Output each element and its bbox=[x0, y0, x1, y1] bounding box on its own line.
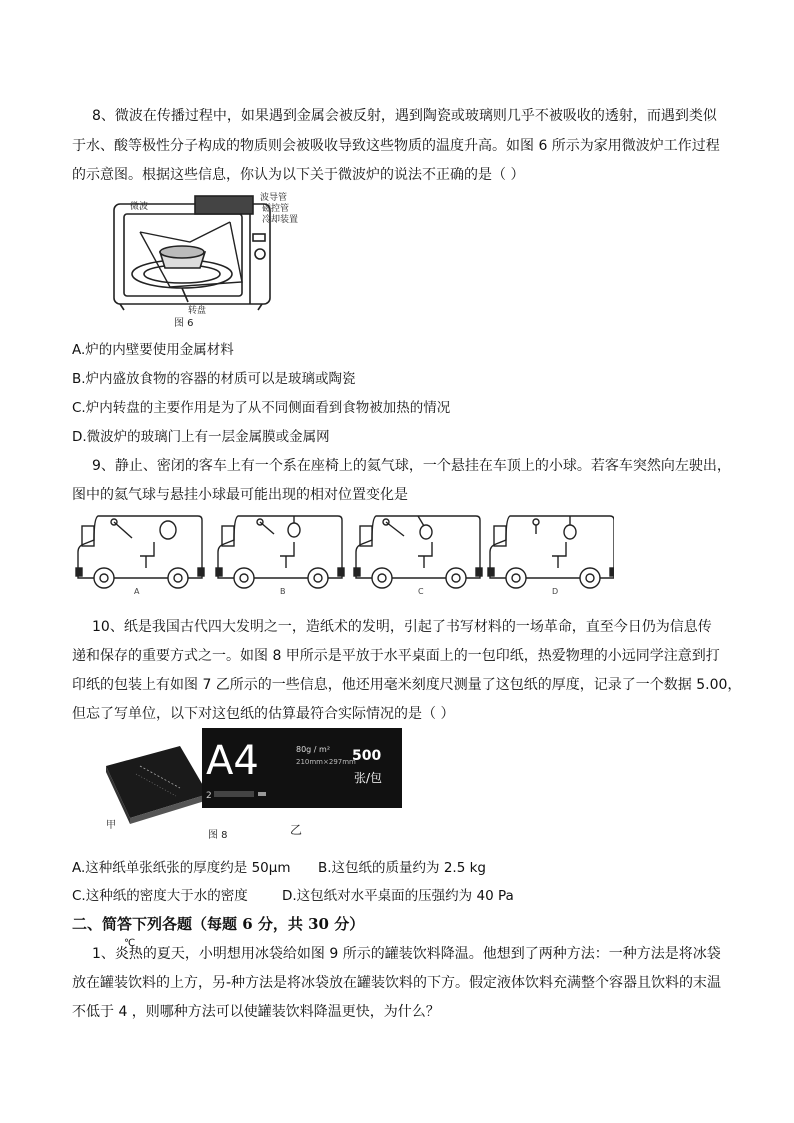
paper-pack-figure bbox=[100, 726, 404, 840]
q8-text-line-2: 于水、酸等极性分子构成的物质则会被吸收导致这些物质的温度升高。如图 6 所示为家用微波炉工作过程 bbox=[72, 138, 720, 154]
label-turntable: 转盘 bbox=[188, 306, 207, 316]
q10-option-d[interactable]: D.这包纸对水平桌面的压强约为 40 Pa bbox=[282, 888, 514, 904]
microwave-figure bbox=[110, 192, 320, 330]
q8-option-c[interactable]: C.炉内转盘的主要作用是为了从不同侧面看到食物被加热的情况 bbox=[72, 400, 451, 416]
q9-text-line-2: 图中的氦气球与悬挂小球最可能出现的相对位置变化是 bbox=[72, 487, 408, 503]
s2-q1-line-2: 放在罐装饮料的上方，另-种方法是将冰袋放在罐装饮料的下方。假定液体饮料充满整个容器且饮料的末温 bbox=[72, 975, 722, 991]
q10-text-line-1: 10、纸是我国古代四大发明之一，造纸术的发明，引起了书写材料的一场革命，直至今日仍为信息传 bbox=[92, 619, 712, 635]
q10-text-line-2: 递和保存的重要方式之一。如图 8 甲所示是平放于水平桌面上的一包印纸，热爱物理的小远同学注意到打 bbox=[72, 648, 720, 664]
celsius-mark: ℃ bbox=[124, 938, 136, 949]
label-spec-weight: 80g / m² bbox=[296, 745, 331, 754]
bus-label-c: C bbox=[418, 587, 424, 596]
bus-label-b: B bbox=[280, 587, 286, 596]
section-2-heading: 二、简答下列各题（每题 6 分，共 30 分） bbox=[72, 915, 365, 933]
caption-jia: 甲 bbox=[106, 820, 116, 831]
paper-label-yi bbox=[202, 728, 402, 808]
bus-c-icon bbox=[354, 516, 482, 588]
label-a4: A4 bbox=[206, 738, 259, 784]
caption-yi: 乙 bbox=[290, 823, 303, 837]
bus-label-a: A bbox=[134, 587, 140, 596]
figure-6-caption: 图 6 bbox=[174, 318, 194, 329]
q10-option-c[interactable]: C.这种纸的密度大于水的密度 bbox=[72, 888, 248, 904]
q9-text-line-1: 9、静止、密闭的客车上有一个系在座椅上的氦气球，一个悬挂在车顶上的小球。若客车突然向左驶出， bbox=[92, 458, 731, 474]
q8-option-a[interactable]: A.炉的内壁要使用金属材料 bbox=[72, 342, 234, 358]
q10-option-a[interactable]: A.这种纸单张纸张的厚度约是 50μm bbox=[72, 860, 291, 876]
label-spec-size: 210mm×297mm bbox=[296, 758, 356, 766]
label-count: 500 bbox=[352, 748, 382, 764]
q8-text-line-3: 的示意图。根据这些信息，你认为以下关于微波炉的说法不正确的是（ ） bbox=[72, 167, 525, 183]
s2-q1-line-3: 不低于 4 ，则哪种方法可以使罐装饮料降温更快，为什么？ bbox=[72, 1004, 440, 1020]
bus-label-d: D bbox=[552, 587, 559, 596]
bus-b-icon bbox=[216, 516, 344, 588]
s2-q1-line-1: 1、炎热的夏天，小明想用冰袋给如图 9 所示的罐装饮料降温。他想到了两种方法：一种方法是将冰袋 bbox=[92, 946, 721, 962]
label-code: 2 bbox=[206, 791, 212, 801]
paper-pack-jia bbox=[106, 746, 208, 824]
q8-option-d[interactable]: D.微波炉的玻璃门上有一层金属膜或金属网 bbox=[72, 429, 330, 445]
label-microwave: 微波 bbox=[130, 202, 149, 212]
q10-option-b[interactable]: B.这包纸的质量约为 2.5 kg bbox=[318, 860, 486, 876]
label-magnetron: 磁控管 bbox=[262, 204, 290, 214]
bus-a-icon bbox=[76, 516, 204, 588]
figure-8-caption: 图 8 bbox=[208, 830, 228, 840]
label-cooling: 冷却装置 bbox=[262, 215, 299, 225]
q8-text-line-1: 8、微波在传播过程中，如果遇到金属会被反射，遇到陶瓷或玻璃则几乎不被吸收的透射，而遇到类似 bbox=[92, 108, 717, 124]
label-waveguide: 波导管 bbox=[260, 193, 288, 203]
bus-figures bbox=[74, 512, 614, 598]
q8-option-b[interactable]: B.炉内盛放食物的容器的材质可以是玻璃或陶瓷 bbox=[72, 371, 356, 387]
q10-text-line-4: 但忘了写单位，以下对这包纸的估算最符合实际情况的是（ ） bbox=[72, 706, 455, 722]
bus-d-icon bbox=[488, 516, 614, 588]
label-unit: 张/包 bbox=[354, 771, 383, 785]
q10-text-line-3: 印纸的包装上有如图 7 乙所示的一些信息，他还用毫米刻度尺测量了这包纸的厚度，记录了一个数据 5.00， bbox=[72, 677, 742, 693]
